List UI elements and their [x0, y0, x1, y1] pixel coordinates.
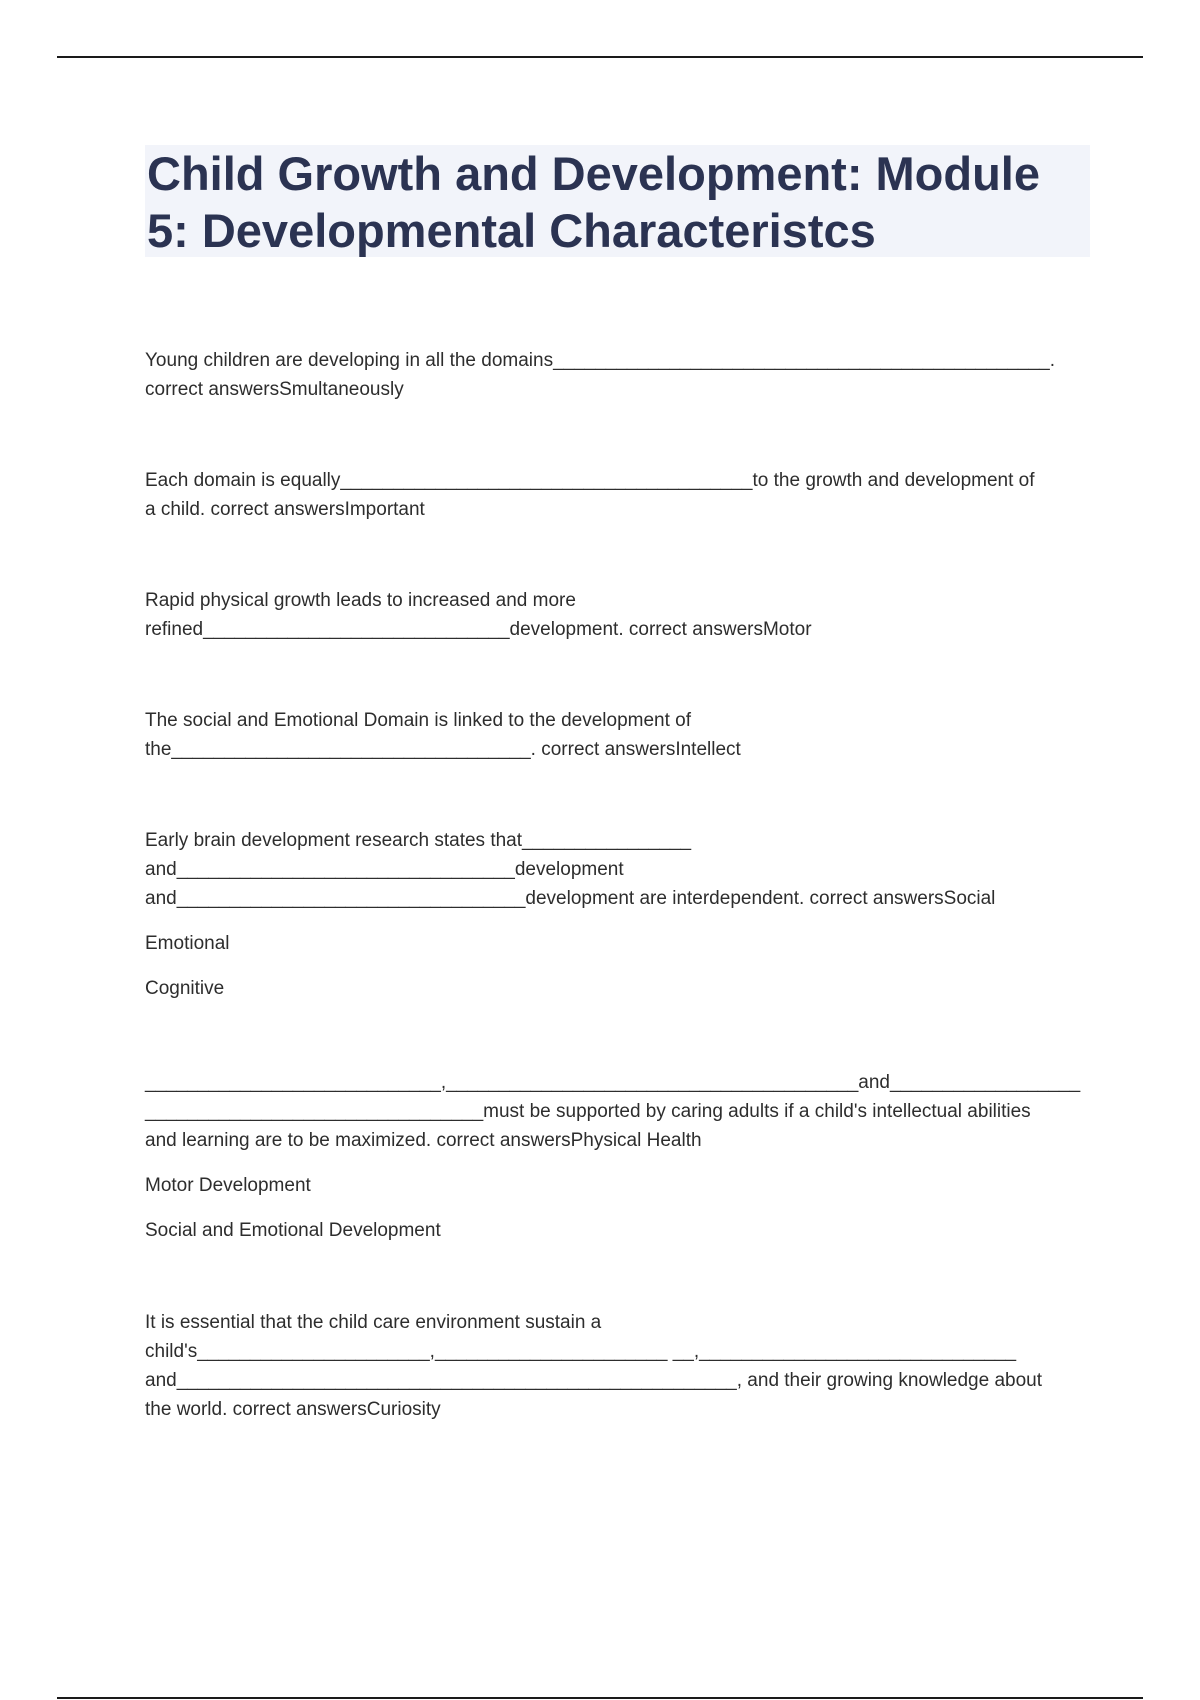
question-7: [145, 1308, 1090, 1424]
question-6-line-3: and learning are to be maximized. correct answersPhysical Health: [145, 1130, 702, 1151]
question-6: [145, 1068, 1090, 1245]
question-2-line-2: a child. correct answersImportant: [145, 499, 425, 520]
answer-item: Emotional: [145, 933, 230, 954]
question-5-line-1: Early brain development research states that________________: [145, 830, 692, 851]
question-4-line-1: The social and Emotional Domain is linked to the development of: [145, 710, 692, 731]
title-line-1: Child Growth and Development: Module: [147, 147, 1040, 200]
answer-item: Motor Development: [145, 1175, 311, 1196]
question-4-line-2: the__________________________________. correct answersIntellect: [145, 739, 741, 760]
question-1-line-2: correct answersSmultaneously: [145, 379, 404, 400]
question-5-line-2: and________________________________development: [145, 859, 624, 880]
question-5-line-3: and_________________________________development are interdependent. correct answersSocial: [145, 888, 996, 909]
question-6-line-1: ____________________________,_______________________________________and__________________: [145, 1072, 1081, 1093]
question-1: [145, 346, 1090, 404]
question-2-line-1: Each domain is equally_______________________________________to the growth and development of: [145, 470, 1035, 491]
question-7-line-2: child's______________________,______________________ __,______________________________: [145, 1341, 1017, 1362]
question-7-line-3: and_____________________________________________________, and their growing knowledge about: [145, 1370, 1043, 1391]
question-1-line-1: Young children are developing in all the domains_______________________________________________.: [145, 350, 1056, 371]
top-rule: [57, 56, 1143, 58]
answer-item: Social and Emotional Development: [145, 1220, 441, 1241]
question-5: [145, 826, 1090, 1003]
question-3-line-1: Rapid physical growth leads to increased and more: [145, 590, 576, 611]
question-2: [145, 466, 1090, 524]
answer-item: Cognitive: [145, 978, 225, 999]
document-title: [145, 145, 1090, 259]
question-6-line-2: ________________________________must be supported by caring adults if a child's intellectual abilities: [145, 1101, 1031, 1122]
question-4: [145, 706, 1090, 764]
question-3-line-2: refined_____________________________development. correct answersMotor: [145, 619, 812, 640]
bottom-rule: [57, 1697, 1143, 1699]
title-box: [145, 145, 1090, 257]
title-line-2: 5: Developmental Characteristcs: [147, 204, 876, 257]
question-7-line-4: the world. correct answersCuriosity: [145, 1399, 441, 1420]
question-7-line-1: It is essential that the child care environment sustain a: [145, 1312, 602, 1333]
question-3: [145, 586, 1090, 644]
